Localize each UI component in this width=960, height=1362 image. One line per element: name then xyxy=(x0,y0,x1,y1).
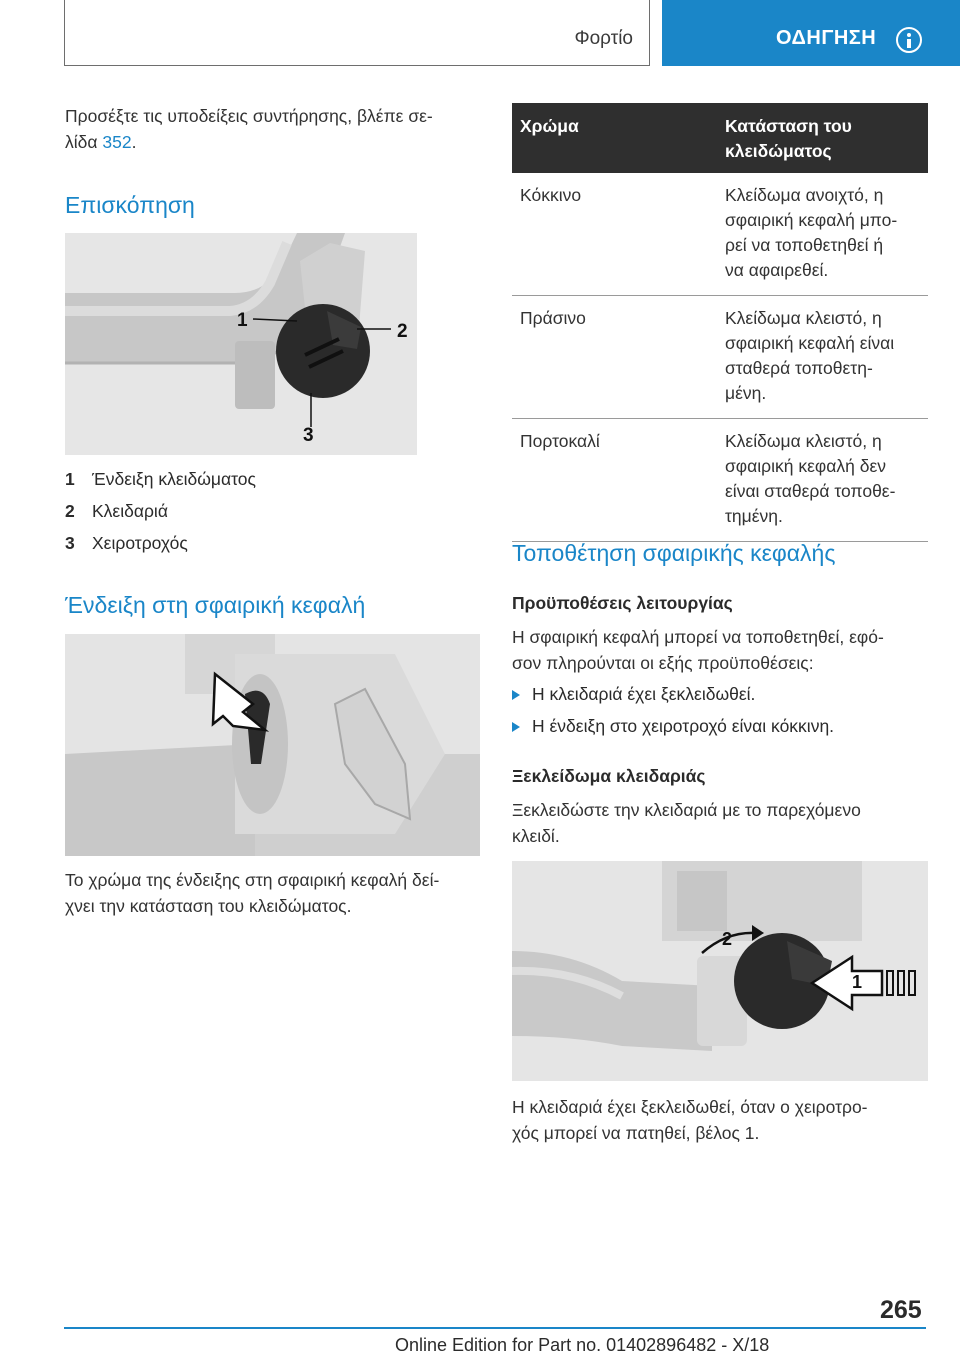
legend-number: 3 xyxy=(65,533,75,553)
cell-line: είναι σταθερά τοποθε- xyxy=(725,481,896,501)
indicator-paragraph xyxy=(65,867,485,919)
figure-callout: 1 xyxy=(237,310,248,331)
footer-edition: Online Edition for Part no. 01402896482 - X/18 xyxy=(395,1335,770,1355)
info-icon[interactable] xyxy=(896,27,922,53)
prerequisites-paragraph xyxy=(512,624,932,676)
paragraph-line: σον πληρούνται οι εξής προϋποθέσεις: xyxy=(512,653,814,673)
cell-line: σφαιρική κεφαλή είναι xyxy=(725,333,895,353)
figure-callout: 1 xyxy=(852,972,863,992)
overview-figure xyxy=(65,233,417,455)
cell-line: μένη. xyxy=(725,383,767,403)
legend-item xyxy=(65,530,188,556)
page-number: 265 xyxy=(880,1296,922,1324)
cell-line: ρεί να τοποθετηθεί ή xyxy=(725,235,884,255)
cell-line: σφαιρική κεφαλή δεν xyxy=(725,456,886,476)
legend-item xyxy=(65,466,256,492)
paragraph-line: Η σφαιρική κεφαλή μπορεί να τοποθετηθεί, εφό- xyxy=(512,627,884,647)
figure-callout: 3 xyxy=(303,425,314,446)
table-row xyxy=(512,296,928,419)
footer-divider xyxy=(64,1327,926,1329)
unlock-paragraph xyxy=(512,797,932,849)
cell-state xyxy=(717,173,928,296)
bullet-triangle-icon xyxy=(512,722,520,732)
cell-color: Κόκκινο xyxy=(512,173,717,296)
intro-line: Προσέξτε τις υποδείξεις συντήρησης, βλέπε σε- xyxy=(65,106,433,126)
section-tab[interactable] xyxy=(662,0,960,66)
cell-line: σταθερά τοποθετη- xyxy=(725,358,873,378)
cell-line: Κλείδωμα κλειστό, η xyxy=(725,308,882,328)
table-header-row xyxy=(512,103,928,173)
paragraph-line: Ξεκλειδώστε την κλειδαριά με το παρεχόμενο xyxy=(512,800,861,820)
paragraph-line: κλειδί. xyxy=(512,826,560,846)
lock-status-table xyxy=(512,103,928,542)
column-header-color: Χρώμα xyxy=(512,103,717,173)
cell-state xyxy=(717,419,928,542)
intro-punct: . xyxy=(131,132,137,152)
paragraph-line: Το χρώμα της ένδειξης στη σφαιρική κεφαλή δεί- xyxy=(65,870,440,890)
bullet-triangle-icon xyxy=(512,690,520,700)
section-tab-label: ΟΔΗΓΗΣΗ xyxy=(776,27,877,49)
legend-label: Χειροτροχός xyxy=(92,533,188,553)
cell-line: τημένη. xyxy=(725,506,783,526)
table-row xyxy=(512,173,928,296)
cell-state xyxy=(717,296,928,419)
cell-line: σφαιρική κεφαλή μπο- xyxy=(725,210,898,230)
indicator-illustration xyxy=(65,634,480,856)
unlock-caption xyxy=(512,1094,932,1146)
header-line: κλειδώματος xyxy=(725,141,832,161)
paragraph-line: χός μπορεί να πατηθεί, βέλος 1. xyxy=(512,1123,760,1143)
paragraph-line: Η κλειδαριά έχει ξεκλειδωθεί, όταν ο χειροτρο- xyxy=(512,1097,868,1117)
indicator-figure xyxy=(65,634,480,856)
legend-number: 1 xyxy=(65,469,75,489)
chapter-title[interactable]: Φορτίο xyxy=(574,28,633,49)
intro-line: λίδα xyxy=(65,132,103,152)
cell-line: Κλείδωμα ανοιχτό, η xyxy=(725,185,884,205)
column-header-state xyxy=(717,103,928,173)
cell-line: Κλείδωμα κλειστό, η xyxy=(725,431,882,451)
mount-heading: Τοποθέτηση σφαιρικής κεφαλής xyxy=(512,540,836,566)
cell-color: Πορτοκαλί xyxy=(512,419,717,542)
prerequisites-heading: Προϋποθέσεις λειτουργίας xyxy=(512,593,733,613)
overview-heading: Επισκόπηση xyxy=(65,192,195,218)
legend-label: Κλειδαριά xyxy=(92,501,168,521)
legend-item xyxy=(65,498,168,524)
header-chapter-box xyxy=(64,0,650,66)
paragraph-line: χνει την κατάσταση του κλειδώματος. xyxy=(65,896,352,916)
header-line: Κατάσταση του xyxy=(725,116,852,136)
intro-paragraph xyxy=(65,103,485,155)
table-row xyxy=(512,419,928,542)
unlock-heading: Ξεκλείδωμα κλειδαριάς xyxy=(512,766,706,786)
list-item-text: Η ένδειξη στο χειροτροχό είναι κόκκινη. xyxy=(532,716,835,736)
page-link[interactable]: 352 xyxy=(102,132,132,152)
cell-color: Πράσινο xyxy=(512,296,717,419)
list-item xyxy=(512,681,755,707)
legend-number: 2 xyxy=(65,501,75,521)
unlock-illustration xyxy=(512,861,928,1081)
figure-callout: 2 xyxy=(722,929,733,949)
list-item xyxy=(512,713,834,739)
legend-label: Ένδειξη κλειδώματος xyxy=(92,469,256,489)
overview-illustration xyxy=(65,233,417,455)
list-item-text: Η κλειδαριά έχει ξεκλειδωθεί. xyxy=(532,684,756,704)
indicator-heading: Ένδειξη στη σφαιρική κεφαλή xyxy=(65,592,366,618)
figure-callout: 2 xyxy=(397,321,408,342)
unlock-figure xyxy=(512,861,928,1081)
cell-line: να αφαιρεθεί. xyxy=(725,260,829,280)
